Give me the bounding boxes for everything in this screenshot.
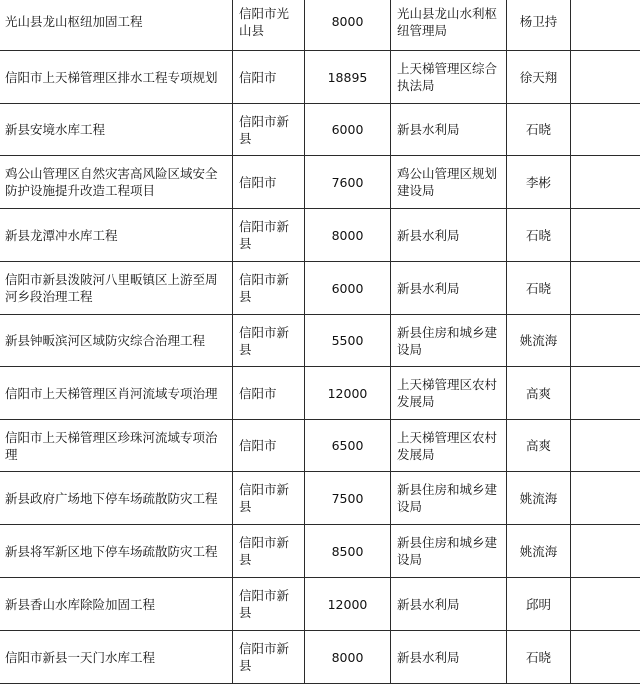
department-cell: 上天梯管理区农村发展局 [391, 367, 507, 420]
project-name-cell: 信阳市上天梯管理区珍珠河流域专项治理 [0, 420, 233, 472]
table-row [0, 209, 640, 262]
location-cell: 信阳市 [233, 367, 305, 420]
amount-cell: 6000 [305, 262, 391, 315]
amount-cell: 8000 [305, 0, 391, 51]
responsible-person-cell: 石晓 [507, 209, 571, 262]
location-cell: 信阳市新县 [233, 472, 305, 525]
table-row [0, 156, 640, 209]
responsible-person-cell: 杨卫持 [507, 0, 571, 51]
project-name-cell: 光山县龙山枢纽加固工程 [0, 0, 233, 51]
project-name-cell: 信阳市上天梯管理区肖河流域专项治理 [0, 367, 233, 420]
location-cell: 信阳市 [233, 156, 305, 209]
remarks-cell [571, 525, 640, 578]
project-name-cell: 新县政府广场地下停车场疏散防灾工程 [0, 472, 233, 525]
location-cell: 信阳市新县 [233, 262, 305, 315]
project-name-cell: 信阳市上天梯管理区排水工程专项规划 [0, 51, 233, 104]
location-cell: 信阳市光山县 [233, 0, 305, 51]
responsible-person-cell: 高爽 [507, 367, 571, 420]
table-row [0, 315, 640, 367]
amount-cell: 8000 [305, 209, 391, 262]
remarks-cell [571, 631, 640, 684]
department-cell: 上天梯管理区综合执法局 [391, 51, 507, 104]
project-name-cell: 新县将军新区地下停车场疏散防灾工程 [0, 525, 233, 578]
remarks-cell [571, 156, 640, 209]
responsible-person-cell: 徐天翔 [507, 51, 571, 104]
location-cell: 信阳市新县 [233, 578, 305, 631]
amount-cell: 8000 [305, 631, 391, 684]
responsible-person-cell: 姚流海 [507, 315, 571, 367]
project-name-cell: 信阳市新县泼陂河八里畈镇区上游至周河乡段治理工程 [0, 262, 233, 315]
remarks-cell [571, 0, 640, 51]
department-cell: 新县水利局 [391, 209, 507, 262]
department-cell: 新县水利局 [391, 262, 507, 315]
location-cell: 信阳市新县 [233, 525, 305, 578]
amount-cell: 6500 [305, 420, 391, 472]
location-cell: 信阳市 [233, 51, 305, 104]
project-name-cell: 新县安境水库工程 [0, 104, 233, 156]
responsible-person-cell: 李彬 [507, 156, 571, 209]
department-cell: 上天梯管理区农村发展局 [391, 420, 507, 472]
location-cell: 信阳市新县 [233, 209, 305, 262]
amount-cell: 12000 [305, 578, 391, 631]
amount-cell: 12000 [305, 367, 391, 420]
table-row [0, 262, 640, 315]
remarks-cell [571, 578, 640, 631]
remarks-cell [571, 262, 640, 315]
department-cell: 新县住房和城乡建设局 [391, 315, 507, 367]
responsible-person-cell: 石晓 [507, 104, 571, 156]
responsible-person-cell: 邱明 [507, 578, 571, 631]
amount-cell: 5500 [305, 315, 391, 367]
table-row [0, 578, 640, 631]
responsible-person-cell: 高爽 [507, 420, 571, 472]
amount-cell: 6000 [305, 104, 391, 156]
project-name-cell: 新县香山水库除险加固工程 [0, 578, 233, 631]
remarks-cell [571, 209, 640, 262]
amount-cell: 7500 [305, 472, 391, 525]
remarks-cell [571, 472, 640, 525]
department-cell: 鸡公山管理区规划建设局 [391, 156, 507, 209]
amount-cell: 7600 [305, 156, 391, 209]
location-cell: 信阳市新县 [233, 631, 305, 684]
remarks-cell [571, 104, 640, 156]
table-row [0, 51, 640, 104]
project-name-cell: 鸡公山管理区自然灾害高风险区域安全防护设施提升改造工程项目 [0, 156, 233, 209]
location-cell: 信阳市 [233, 420, 305, 472]
project-name-cell: 信阳市新县一天门水库工程 [0, 631, 233, 684]
project-name-cell: 新县龙潭冲水库工程 [0, 209, 233, 262]
responsible-person-cell: 石晓 [507, 631, 571, 684]
remarks-cell [571, 420, 640, 472]
table-row [0, 104, 640, 156]
table-row [0, 631, 640, 684]
department-cell: 光山县龙山水利枢纽管理局 [391, 0, 507, 51]
location-cell: 信阳市新县 [233, 104, 305, 156]
department-cell: 新县住房和城乡建设局 [391, 472, 507, 525]
responsible-person-cell: 姚流海 [507, 525, 571, 578]
responsible-person-cell: 石晓 [507, 262, 571, 315]
remarks-cell [571, 51, 640, 104]
project-name-cell: 新县钟畈滨河区域防灾综合治理工程 [0, 315, 233, 367]
table-row [0, 420, 640, 472]
table-row [0, 525, 640, 578]
table-row [0, 0, 640, 51]
location-cell: 信阳市新县 [233, 315, 305, 367]
department-cell: 新县水利局 [391, 631, 507, 684]
department-cell: 新县水利局 [391, 578, 507, 631]
amount-cell: 8500 [305, 525, 391, 578]
amount-cell: 18895 [305, 51, 391, 104]
remarks-cell [571, 315, 640, 367]
responsible-person-cell: 姚流海 [507, 472, 571, 525]
remarks-cell [571, 367, 640, 420]
department-cell: 新县水利局 [391, 104, 507, 156]
table-row [0, 367, 640, 420]
department-cell: 新县住房和城乡建设局 [391, 525, 507, 578]
table-row [0, 472, 640, 525]
